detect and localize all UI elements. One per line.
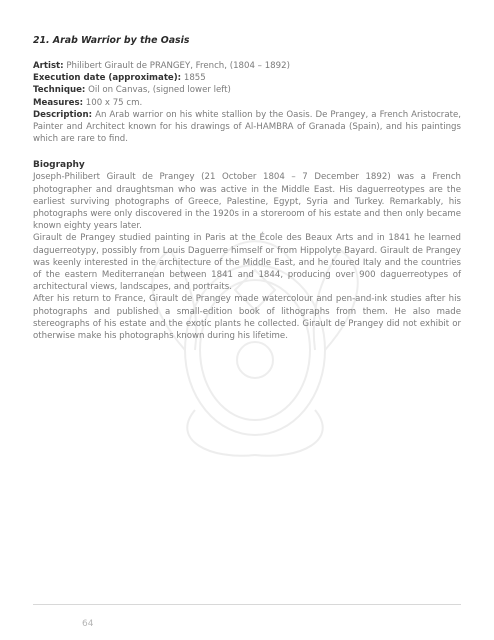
- measures-line: [33, 97, 461, 109]
- execution-date-value: 1855: [183, 73, 206, 84]
- page-content: [33, 35, 461, 342]
- biography-heading: Biography: [33, 160, 85, 171]
- technique-label: Technique:: [33, 85, 86, 96]
- entry-title: 21. Arab Warrior by the Oasis: [33, 35, 190, 46]
- biography-paragraph: Girault de Prangey studied painting in Paris at the École des Beaux Arts and in 1841 he learned daguerreotypy, possibly from Louis Daguerre himself or from Hippolyte Bayard. Girault de Prangey was keenly interested in the architecture of the Middle East, and he toured Italy and the countries of the eastern Mediterranean between 1841 and 1844, producing over 900 daguerreotypes of architectural views, landscapes, and portraits.: [33, 233, 461, 293]
- artist-label: Artist:: [33, 61, 64, 71]
- technique-line: [33, 84, 461, 96]
- page-number: 64: [82, 619, 94, 629]
- footer-divider: [33, 604, 461, 605]
- execution-date-line: [33, 72, 461, 84]
- description-label: Description:: [33, 109, 93, 120]
- artist-line: [33, 60, 461, 72]
- artist-value: Philibert Girault de PRANGEY, French, (1804 – 1892): [66, 61, 290, 71]
- description-line: [33, 109, 461, 146]
- measures-label: Measures:: [33, 97, 84, 108]
- execution-date-label: Execution date (approximate):: [33, 73, 182, 84]
- technique-value: Oil on Canvas, (signed lower left): [88, 85, 231, 96]
- measures-value: 100 x 75 cm.: [85, 97, 143, 108]
- description-text: An Arab warrior on his white stallion by the Oasis. De Prangey, a French Aristocrate, Painter and Architect known for his drawings of Al-HAMBRA of Granada (Spain), and his paintings which are rare to find.: [33, 109, 461, 145]
- biography-paragraph: After his return to France, Girault de Prangey made watercolour and pen-and-ink studies after his photographs and published a small-edition book of lithographs from them. He also made stereographs of his estate and the exotic plants he collected. Girault de Prangey did not exhibit or otherwise make his photographs known during his lifetime.: [33, 294, 461, 342]
- biography-body: [33, 171, 461, 342]
- biography-paragraph: Joseph-Philibert Girault de Prangey (21 October 1804 – 7 December 1892) was a French photographer and draughtsman who was active in the Middle East. His daguerreotypes are the earliest surviving photographs of Greece, Palestine, Egypt, Syria and Turkey. Remarkably, his photographs were only discovered in the 1920s in a storeroom of his estate and then only became known eighty years later.: [33, 172, 461, 232]
